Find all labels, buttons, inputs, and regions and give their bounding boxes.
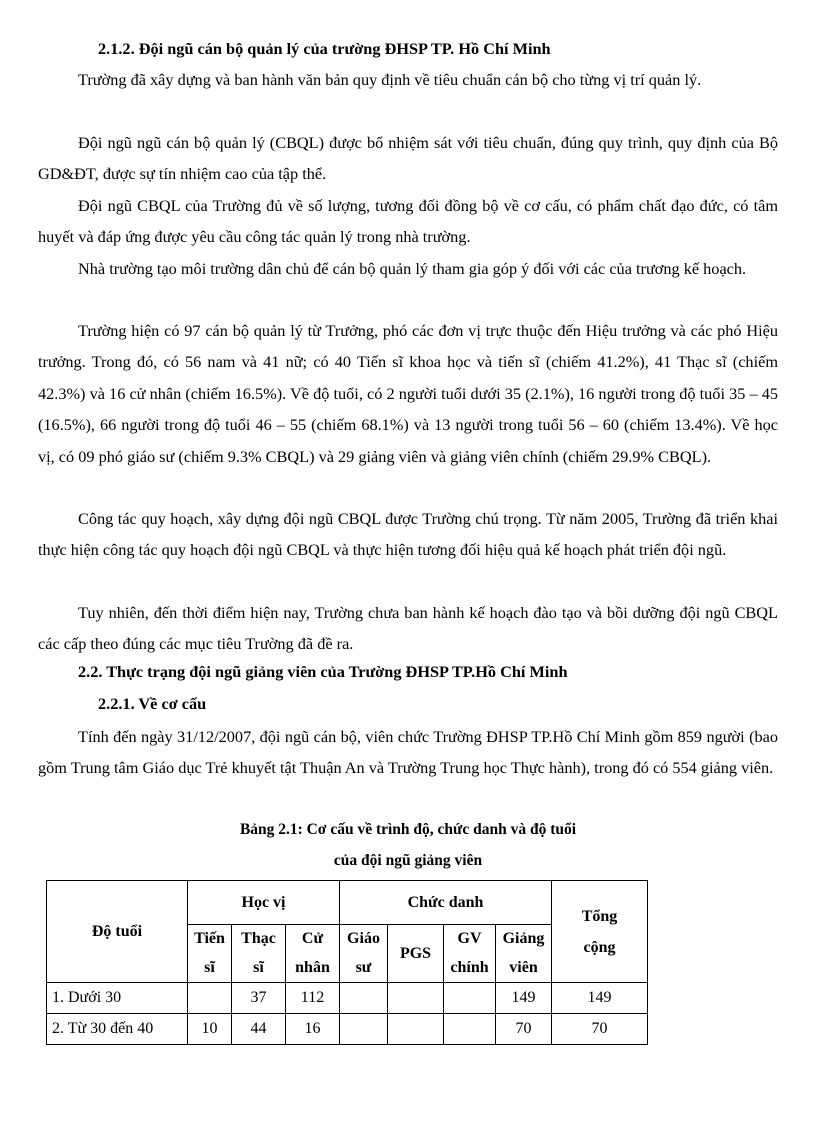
cell-gv-chinh <box>444 1014 496 1045</box>
row-label: 1. Dưới 30 <box>47 983 188 1014</box>
paragraph-6: Công tác quy hoạch, xây dựng đội ngũ CBQL được Trường chú trọng. Từ năm 2005, Trường đã triển khai thực hiện công tác quy hoạch đội ngũ CBQL và thực hiện tương đối hiệu quả kế hoạch phát triển đội ngũ. <box>38 509 778 560</box>
paragraph-1: Trường đã xây dựng và ban hành văn bản quy định về tiêu chuẩn cán bộ cho từng vị trí quản lý. <box>78 70 702 89</box>
cell-giang-vien: 149 <box>496 983 552 1014</box>
cell-pgs <box>388 1014 444 1045</box>
header-total <box>552 881 648 983</box>
table-caption-line-1: Bảng 2.1: Cơ cấu về trình độ, chức danh và độ tuổi <box>239 821 577 838</box>
paragraph-4: Nhà trường tạo môi trường dân chủ để cán bộ quản lý tham gia góp ý đối với các của trương kế hoạch. <box>78 259 747 278</box>
cell-pgs <box>388 983 444 1014</box>
cell-giao-su <box>340 983 388 1014</box>
header-pgs: PGS <box>388 925 444 983</box>
table-caption-line-2: của đội ngũ giảng viên <box>333 852 483 869</box>
header-thac-si-line2: sĩ <box>232 954 286 983</box>
header-giao-su-line1: Giáo <box>340 925 388 954</box>
cell-thac-si: 37 <box>232 983 286 1014</box>
cell-cu-nhan: 112 <box>286 983 340 1014</box>
cell-thac-si: 44 <box>232 1014 286 1045</box>
paragraph-8: Tính đến ngày 31/12/2007, đội ngũ cán bộ, viên chức Trường ĐHSP TP.Hồ Chí Minh gồm 859 người (bao gồm Trung tâm Giáo dục Trẻ khuyết tật Thuận An và Trường Trung học Thực hành), trong đó có 554 giảng viên. <box>38 727 778 778</box>
section-heading-2-2-1: 2.2.1. Về cơ cấu <box>98 694 207 713</box>
faculty-structure-table <box>46 880 648 1045</box>
header-giang-vien-line2: viên <box>496 954 552 983</box>
header-title-group: Chức danh <box>340 881 552 925</box>
header-gv-chinh-line1: GV <box>444 925 496 954</box>
header-cu-nhan-line2: nhân <box>286 954 340 983</box>
header-age: Độ tuổi <box>47 881 188 983</box>
header-tien-si-line1: Tiến <box>188 925 232 954</box>
cell-total: 70 <box>552 1014 648 1045</box>
header-total-label: Tổng cộng <box>581 907 618 956</box>
header-tien-si-line2: sĩ <box>188 954 232 983</box>
cell-giang-vien: 70 <box>496 1014 552 1045</box>
header-cu-nhan-line1: Cử <box>286 925 340 954</box>
paragraph-2: Đội ngũ ngũ cán bộ quản lý (CBQL) được bổ nhiệm sát với tiêu chuẩn, đúng quy trình, quy định của Bộ GD&ĐT, được sự tín nhiệm cao của tập thể. <box>38 133 778 184</box>
paragraph-5: Trường hiện có 97 cán bộ quản lý từ Trưởng, phó các đơn vị trực thuộc đến Hiệu trưởng và các phó Hiệu trưởng. Trong đó, có 56 nam và 41 nữ; có 40 Tiến sĩ khoa học và tiến sĩ (chiếm 41.2%), 41 Thạc sĩ (chiếm 42.3%) và 16 cử nhân (chiếm 16.5%). Về độ tuổi, có 2 người tuổi dưới 35 (2.1%), 16 người trong độ tuổi 35 – 45 (16.5%), 66 người trong độ tuổi 46 – 55 (chiếm 68.1%) và 13 người trong tuổi 56 – 60 (chiếm 13.4%). Về học vị, có 09 phó giáo sư (chiếm 9.3% CBQL) và 29 giảng viên và giảng viên chính (chiếm 29.9% CBQL). <box>38 321 778 466</box>
cell-total: 149 <box>552 983 648 1014</box>
cell-cu-nhan: 16 <box>286 1014 340 1045</box>
header-thac-si-line1: Thạc <box>232 925 286 954</box>
header-gv-chinh-line2: chính <box>444 954 496 983</box>
cell-giao-su <box>340 1014 388 1045</box>
table-row <box>47 1014 648 1045</box>
section-heading-2-1-2: 2.1.2. Đội ngũ cán bộ quản lý của trường ĐHSP TP. Hồ Chí Minh <box>98 39 551 58</box>
table-row <box>47 983 648 1014</box>
paragraph-3: Đội ngũ CBQL của Trường đủ về số lượng, tương đối đồng bộ về cơ cấu, có phẩm chất đạo đức, có tâm huyết và đáp ứng được yêu cầu công tác quản lý trong nhà trường. <box>38 196 778 247</box>
paragraph-7: Tuy nhiên, đến thời điểm hiện nay, Trường chưa ban hành kế hoạch đào tạo và bồi dưỡng đội ngũ CBQL các cấp theo đúng các mục tiêu Trường đã đề ra. <box>38 603 778 654</box>
cell-gv-chinh <box>444 983 496 1014</box>
cell-tien-si <box>188 983 232 1014</box>
header-degree-group: Học vị <box>188 881 340 925</box>
cell-tien-si: 10 <box>188 1014 232 1045</box>
header-giang-vien-line1: Giảng <box>496 925 552 954</box>
header-giao-su-line2: sư <box>340 954 388 983</box>
section-heading-2-2: 2.2. Thực trạng đội ngũ giảng viên của Trường ĐHSP TP.Hồ Chí Minh <box>78 662 568 681</box>
row-label: 2. Từ 30 đến 40 <box>47 1014 188 1045</box>
